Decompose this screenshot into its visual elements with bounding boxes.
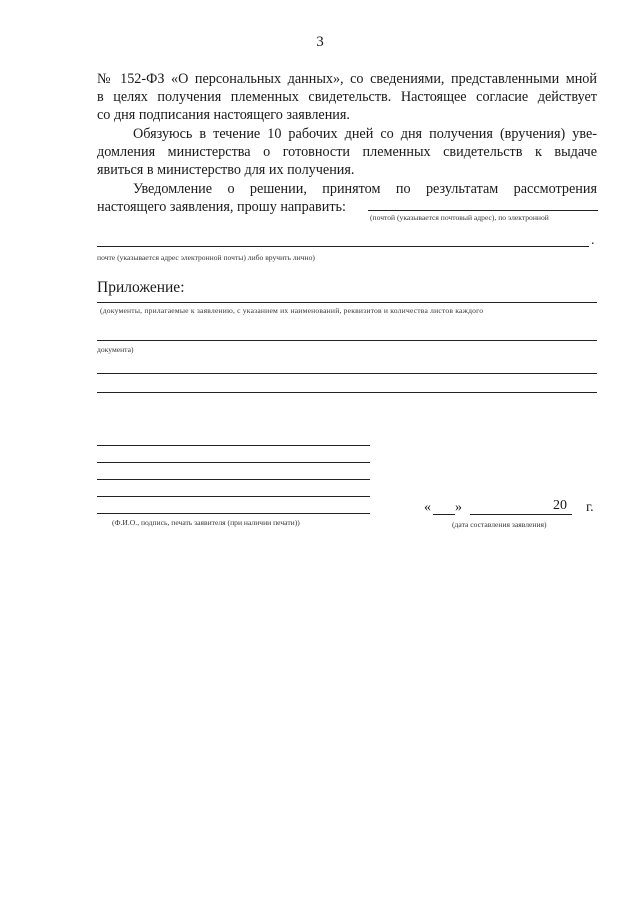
date-month-field[interactable] bbox=[470, 514, 572, 515]
paragraph-1-line-3: со дня подписания настоящего заявления. bbox=[97, 107, 350, 123]
delivery-method-field-line-1[interactable] bbox=[368, 210, 598, 211]
paragraph-1-line-1: № 152-ФЗ «О персональных данных», со сведениями, представленными мной bbox=[97, 71, 597, 87]
signature-line-3[interactable] bbox=[97, 479, 370, 480]
attachments-field-line-4[interactable] bbox=[97, 392, 597, 393]
attachments-field-line-2[interactable] bbox=[97, 340, 597, 341]
signature-line-1[interactable] bbox=[97, 445, 370, 446]
attachments-field-line-1[interactable] bbox=[97, 302, 597, 303]
date-open-quote: « bbox=[424, 500, 431, 515]
signature-hint: (Ф.И.О., подпись, печать заявителя (при наличии печати)) bbox=[112, 518, 300, 527]
signature-line-2[interactable] bbox=[97, 462, 370, 463]
email-hint: почте (указывается адрес электронной почты) либо вручить лично) bbox=[97, 253, 315, 262]
documents-hint-line-1: (документы, прилагаемые к заявлению, с указанием их наименований, реквизитов и количества листов каждого bbox=[100, 306, 484, 315]
paragraph-3-line-1: Уведомление о решении, принятом по результатам рассмотрения bbox=[133, 181, 597, 197]
page-number: 3 bbox=[316, 34, 324, 50]
date-hint: (дата составления заявления) bbox=[452, 520, 547, 529]
paragraph-2-line-3: явиться в министерство для их получения. bbox=[97, 162, 355, 178]
postal-hint: (почтой (указывается почтовый адрес), по электронной bbox=[370, 213, 549, 222]
documents-hint-line-2: документа) bbox=[97, 345, 134, 354]
signature-line-4[interactable] bbox=[97, 496, 370, 497]
date-close-quote: » bbox=[455, 500, 462, 515]
date-year-prefix: 20 bbox=[553, 498, 567, 513]
date-year-suffix: г. bbox=[586, 500, 594, 515]
date-day-field[interactable] bbox=[433, 514, 455, 515]
attachments-heading: Приложение: bbox=[97, 279, 185, 296]
attachments-field-line-3[interactable] bbox=[97, 373, 597, 374]
paragraph-1-line-2: в целях получения племенных свидетельств. Настоящее согласие действует bbox=[97, 89, 597, 105]
paragraph-2-line-2: домления министерства о готовности племенных свидетельств к выдаче bbox=[97, 144, 597, 160]
signature-line-5[interactable] bbox=[97, 513, 370, 514]
paragraph-3-line-2: настоящего заявления, прошу направить: bbox=[97, 199, 346, 215]
line-end-period: . bbox=[591, 233, 595, 248]
delivery-method-field-line-2[interactable] bbox=[97, 246, 589, 247]
paragraph-2-line-1: Обязуюсь в течение 10 рабочих дней со дня получения (вручения) уве- bbox=[133, 126, 597, 142]
